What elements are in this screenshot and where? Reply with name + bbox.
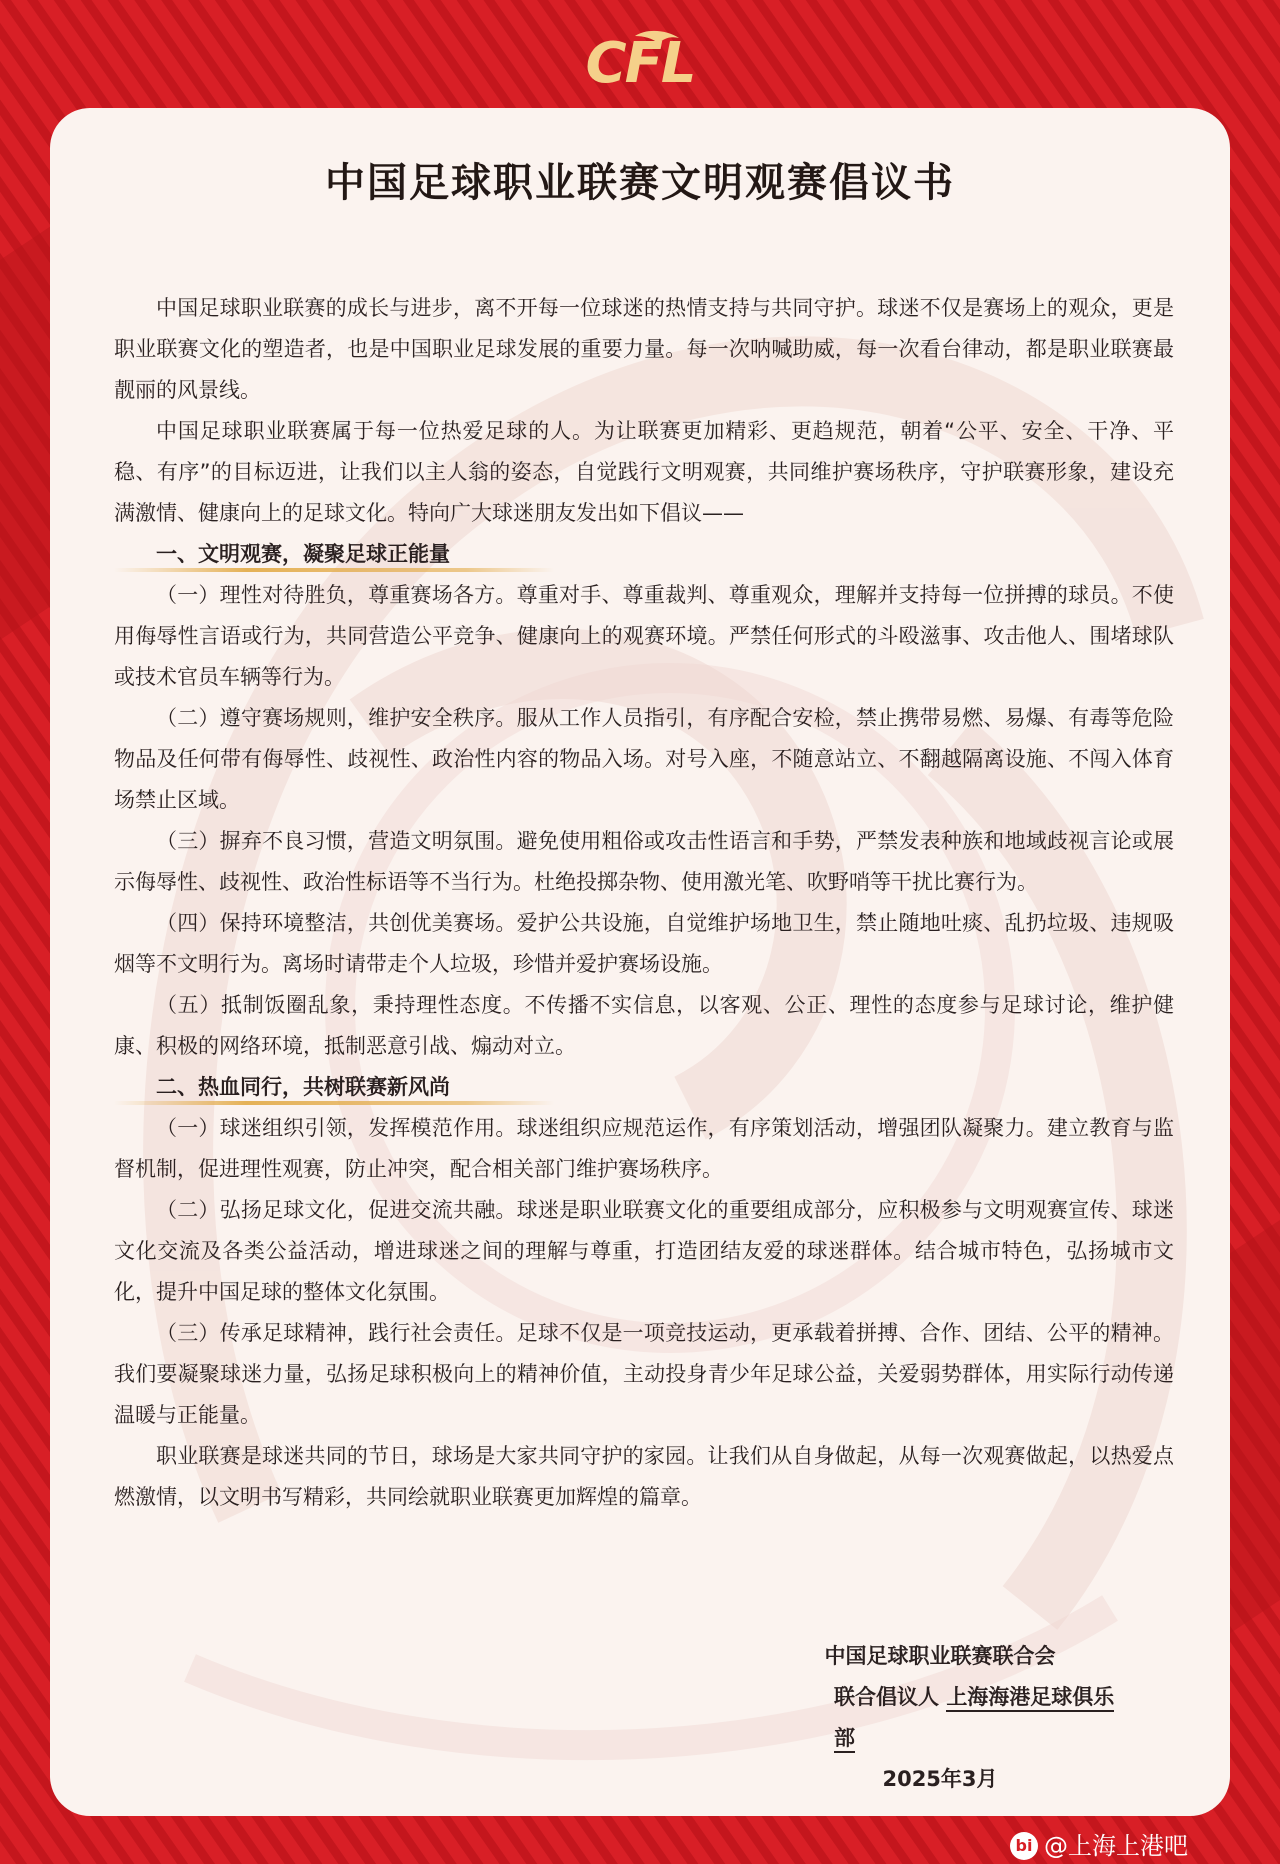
cfl-logo xyxy=(575,28,705,98)
signature-date: 2025年3月 xyxy=(882,1767,998,1791)
document-body xyxy=(114,288,1174,1518)
section-item: （二）遵守赛场规则，维护安全秩序。服从工作人员指引，有序配合安检，禁止携带易燃、易爆、有毒等危险物品及任何带有侮辱性、歧视性、政治性内容的物品入场。对号入座，不随意站立、不翻越隔离设施、不闯入体育场禁止区域。 xyxy=(114,706,1174,812)
co-initiator-label: 联合倡议人 xyxy=(834,1685,939,1709)
source-watermark xyxy=(1010,1832,1188,1860)
section-heading xyxy=(114,534,1174,575)
logo-text: CFL xyxy=(585,31,695,96)
section-item: （二）弘扬足球文化，促进交流共融。球迷是职业联赛文化的重要组成部分，应积极参与文明观赛宣传、球迷文化交流及各类公益活动，增进球迷之间的理解与尊重，打造团结友爱的球迷群体。结合城市特色，弘扬城市文化，提升中国足球的整体文化氛围。 xyxy=(114,1198,1174,1304)
document-title: 中国足球职业联赛文明观赛倡议书 xyxy=(325,160,955,206)
intro-paragraph: 中国足球职业联赛的成长与进步，离不开每一位球迷的热情支持与共同守护。球迷不仅是赛场上的观众，更是职业联赛文化的塑造者，也是中国职业足球发展的重要力量。每一次呐喊助威，每一次看台律动，都是职业联赛最靓丽的风景线。 xyxy=(114,296,1174,402)
signature-block xyxy=(750,1636,1130,1800)
tieba-icon: bi xyxy=(1010,1832,1038,1860)
co-initiator-org: 上海海港足球俱乐部 xyxy=(834,1685,1114,1753)
signature-org: 中国足球职业联赛联合会 xyxy=(824,1644,1056,1668)
section-item: （四）保持环境整洁，共创优美赛场。爱护公共设施，自觉维护场地卫生，禁止随地吐痰、乱扔垃圾、违规吸烟等不文明行为。离场时请带走个人垃圾，珍惜并爱护赛场设施。 xyxy=(114,911,1174,976)
heading-highlight xyxy=(114,568,554,572)
section-item: （三）传承足球精神，践行社会责任。足球不仅是一项竞技运动，更承载着拼搏、合作、团结、公平的精神。我们要凝聚球迷力量，弘扬足球积极向上的精神价值，主动投身青少年足球公益，关爱弱势群体，用实际行动传递温暖与正能量。 xyxy=(114,1321,1174,1427)
closing-paragraph: 职业联赛是球迷共同的节日，球场是大家共同守护的家园。让我们从自身做起，从每一次观赛做起，以热爱点燃激情，以文明书写精彩，共同绘就职业联赛更加辉煌的篇章。 xyxy=(114,1444,1174,1509)
intro-paragraph: 中国足球职业联赛属于每一位热爱足球的人。为让联赛更加精彩、更趋规范，朝着“公平、安全、干净、平稳、有序”的目标迈进，让我们以主人翁的姿态，自觉践行文明观赛，共同维护赛场秩序，守护联赛形象，建设充满激情、健康向上的足球文化。特向广大球迷朋友发出如下倡议—— xyxy=(114,419,1174,525)
section-item: （五）抵制饭圈乱象，秉持理性态度。不传播不实信息，以客观、公正、理性的态度参与足球讨论，维护健康、积极的网络环境，抵制恶意引战、煽动对立。 xyxy=(114,993,1174,1058)
co-initiator xyxy=(834,1677,1130,1759)
heading-highlight xyxy=(114,1101,554,1105)
document-card xyxy=(50,108,1230,1816)
section-item: （三）摒弃不良习惯，营造文明氛围。避免使用粗俗或攻击性语言和手势，严禁发表种族和地域歧视言论或展示侮辱性、歧视性、政治性标语等不当行为。杜绝投掷杂物、使用激光笔、吹野哨等干扰比赛行为。 xyxy=(114,829,1174,894)
section-heading-text: 一、文明观赛，凝聚足球正能量 xyxy=(156,542,450,566)
section-heading xyxy=(114,1067,1174,1108)
source-watermark-text: @上海上港吧 xyxy=(1044,1832,1188,1860)
section-heading-text: 二、热血同行，共树联赛新风尚 xyxy=(156,1075,450,1099)
section-item: （一）理性对待胜负，尊重赛场各方。尊重对手、尊重裁判、尊重观众，理解并支持每一位拼搏的球员。不使用侮辱性言语或行为，共同营造公平竞争、健康向上的观赛环境。严禁任何形式的斗殴滋事、攻击他人、围堵球队或技术官员车辆等行为。 xyxy=(114,583,1174,689)
section-item: （一）球迷组织引领，发挥模范作用。球迷组织应规范运作，有序策划活动，增强团队凝聚力。建立教育与监督机制，促进理性观赛，防止冲突，配合相关部门维护赛场秩序。 xyxy=(114,1116,1174,1181)
